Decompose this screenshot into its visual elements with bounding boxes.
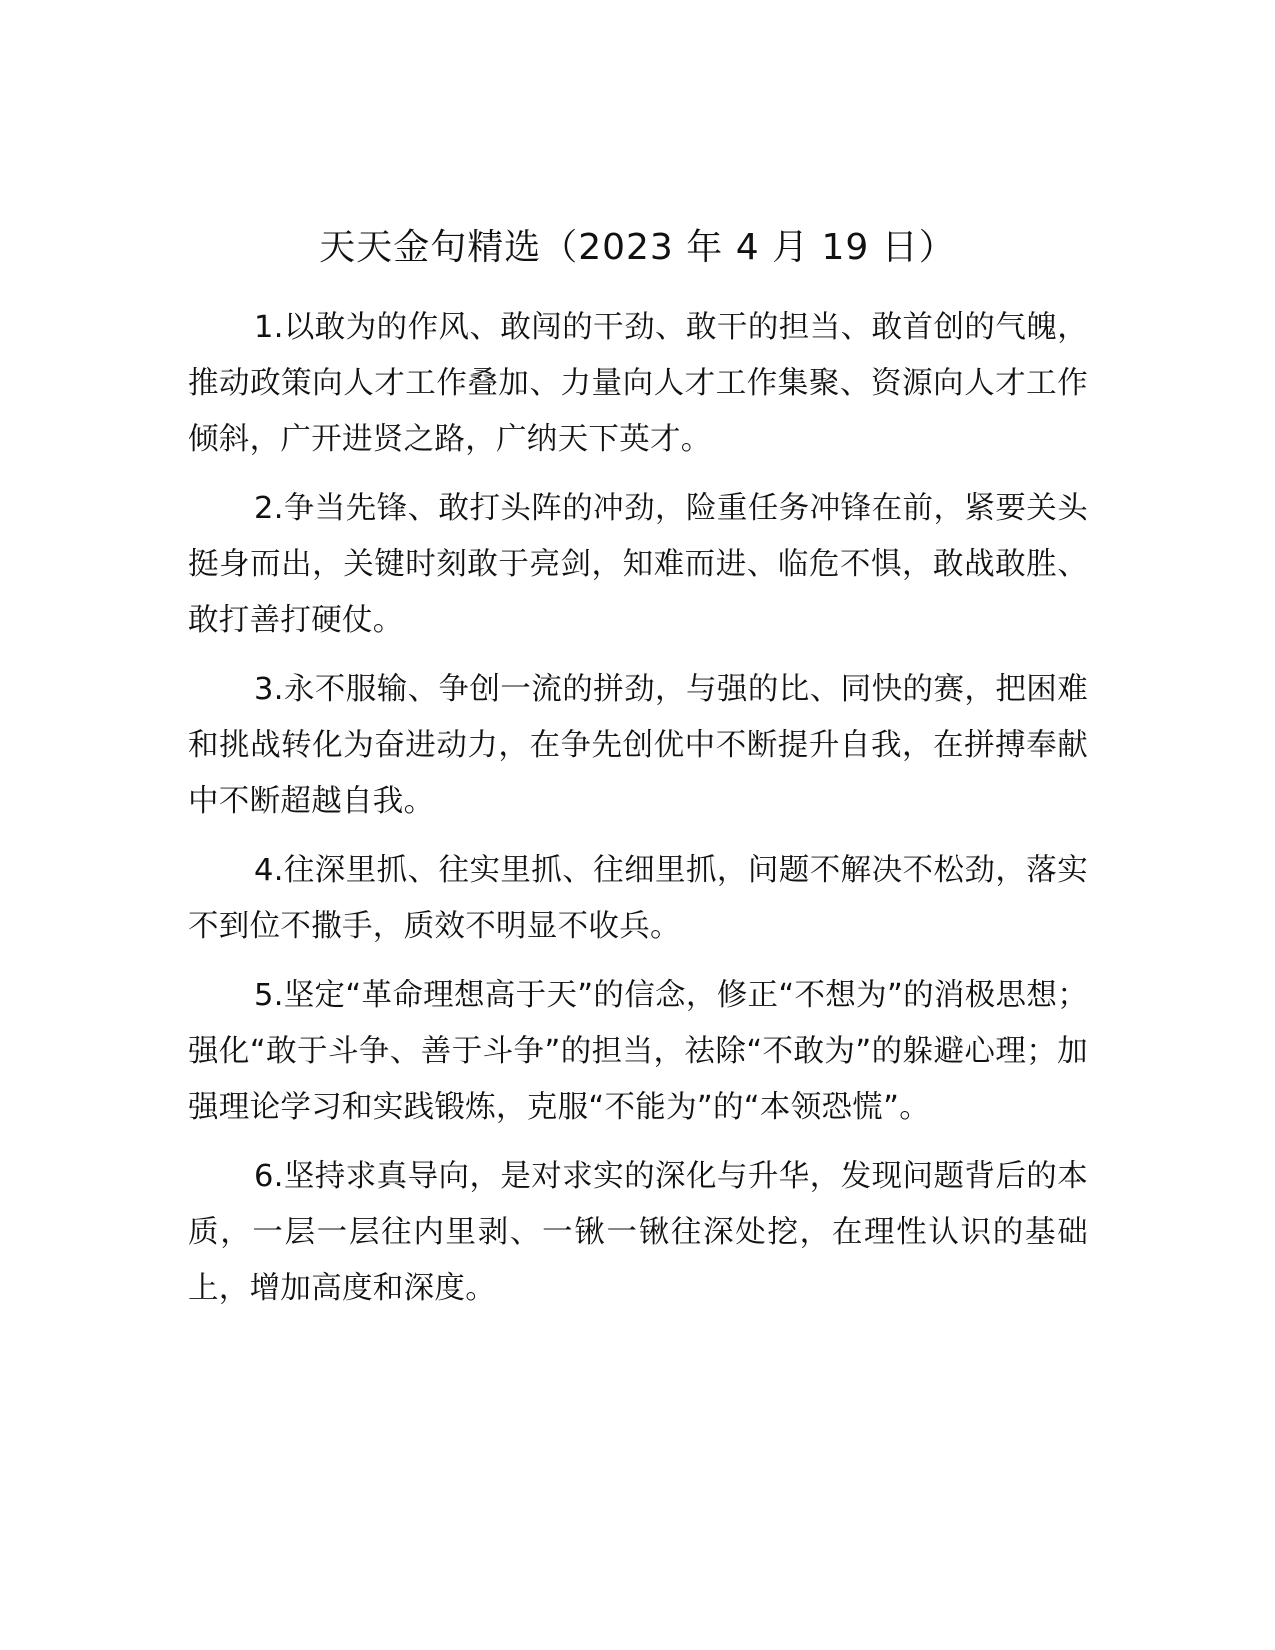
quote-paragraph-2: 2.争当先锋、敢打头阵的冲劲，险重任务冲锋在前，紧要关头挺身而出，关键时刻敢于亮剑，知难而进、临危不惧，敢战敢胜、敢打善打硬仗。 — [188, 491, 1088, 638]
quote-paragraph-3: 3.永不服输、争创一流的拼劲，与强的比、同快的赛，把困难和挑战转化为奋进动力，在争先创优中不断提升自我，在拼搏奉献中不断超越自我。 — [188, 672, 1088, 819]
quote-paragraph-6: 6.坚持求真导向，是对求实的深化与升华，发现问题背后的本质，一层一层往内里剥、一锹一锹往深处挖，在理性认识的基础上，增加高度和深度。 — [188, 1159, 1088, 1306]
document-title: 天天金句精选（2023 年 4 月 19 日） — [319, 227, 956, 268]
quote-paragraph-4: 4.往深里抓、往实里抓、往细里抓，问题不解决不松劲，落实不到位不撒手，质效不明显不收兵。 — [188, 853, 1088, 944]
quote-paragraph-5: 5.坚定“革命理想高于天”的信念，修正“不想为”的消极思想；强化“敢于斗争、善于斗争”的担当，祛除“不敢为”的躲避心理；加强理论学习和实践锻炼，克服“不能为”的“本领恐慌”。 — [188, 978, 1088, 1125]
quote-paragraph-1: 1.以敢为的作风、敢闯的干劲、敢干的担当、敢首创的气魄，推动政策向人才工作叠加、力量向人才工作集聚、资源向人才工作倾斜，广开进贤之路，广纳天下英才。 — [188, 310, 1088, 457]
document-body — [188, 300, 1088, 1330]
